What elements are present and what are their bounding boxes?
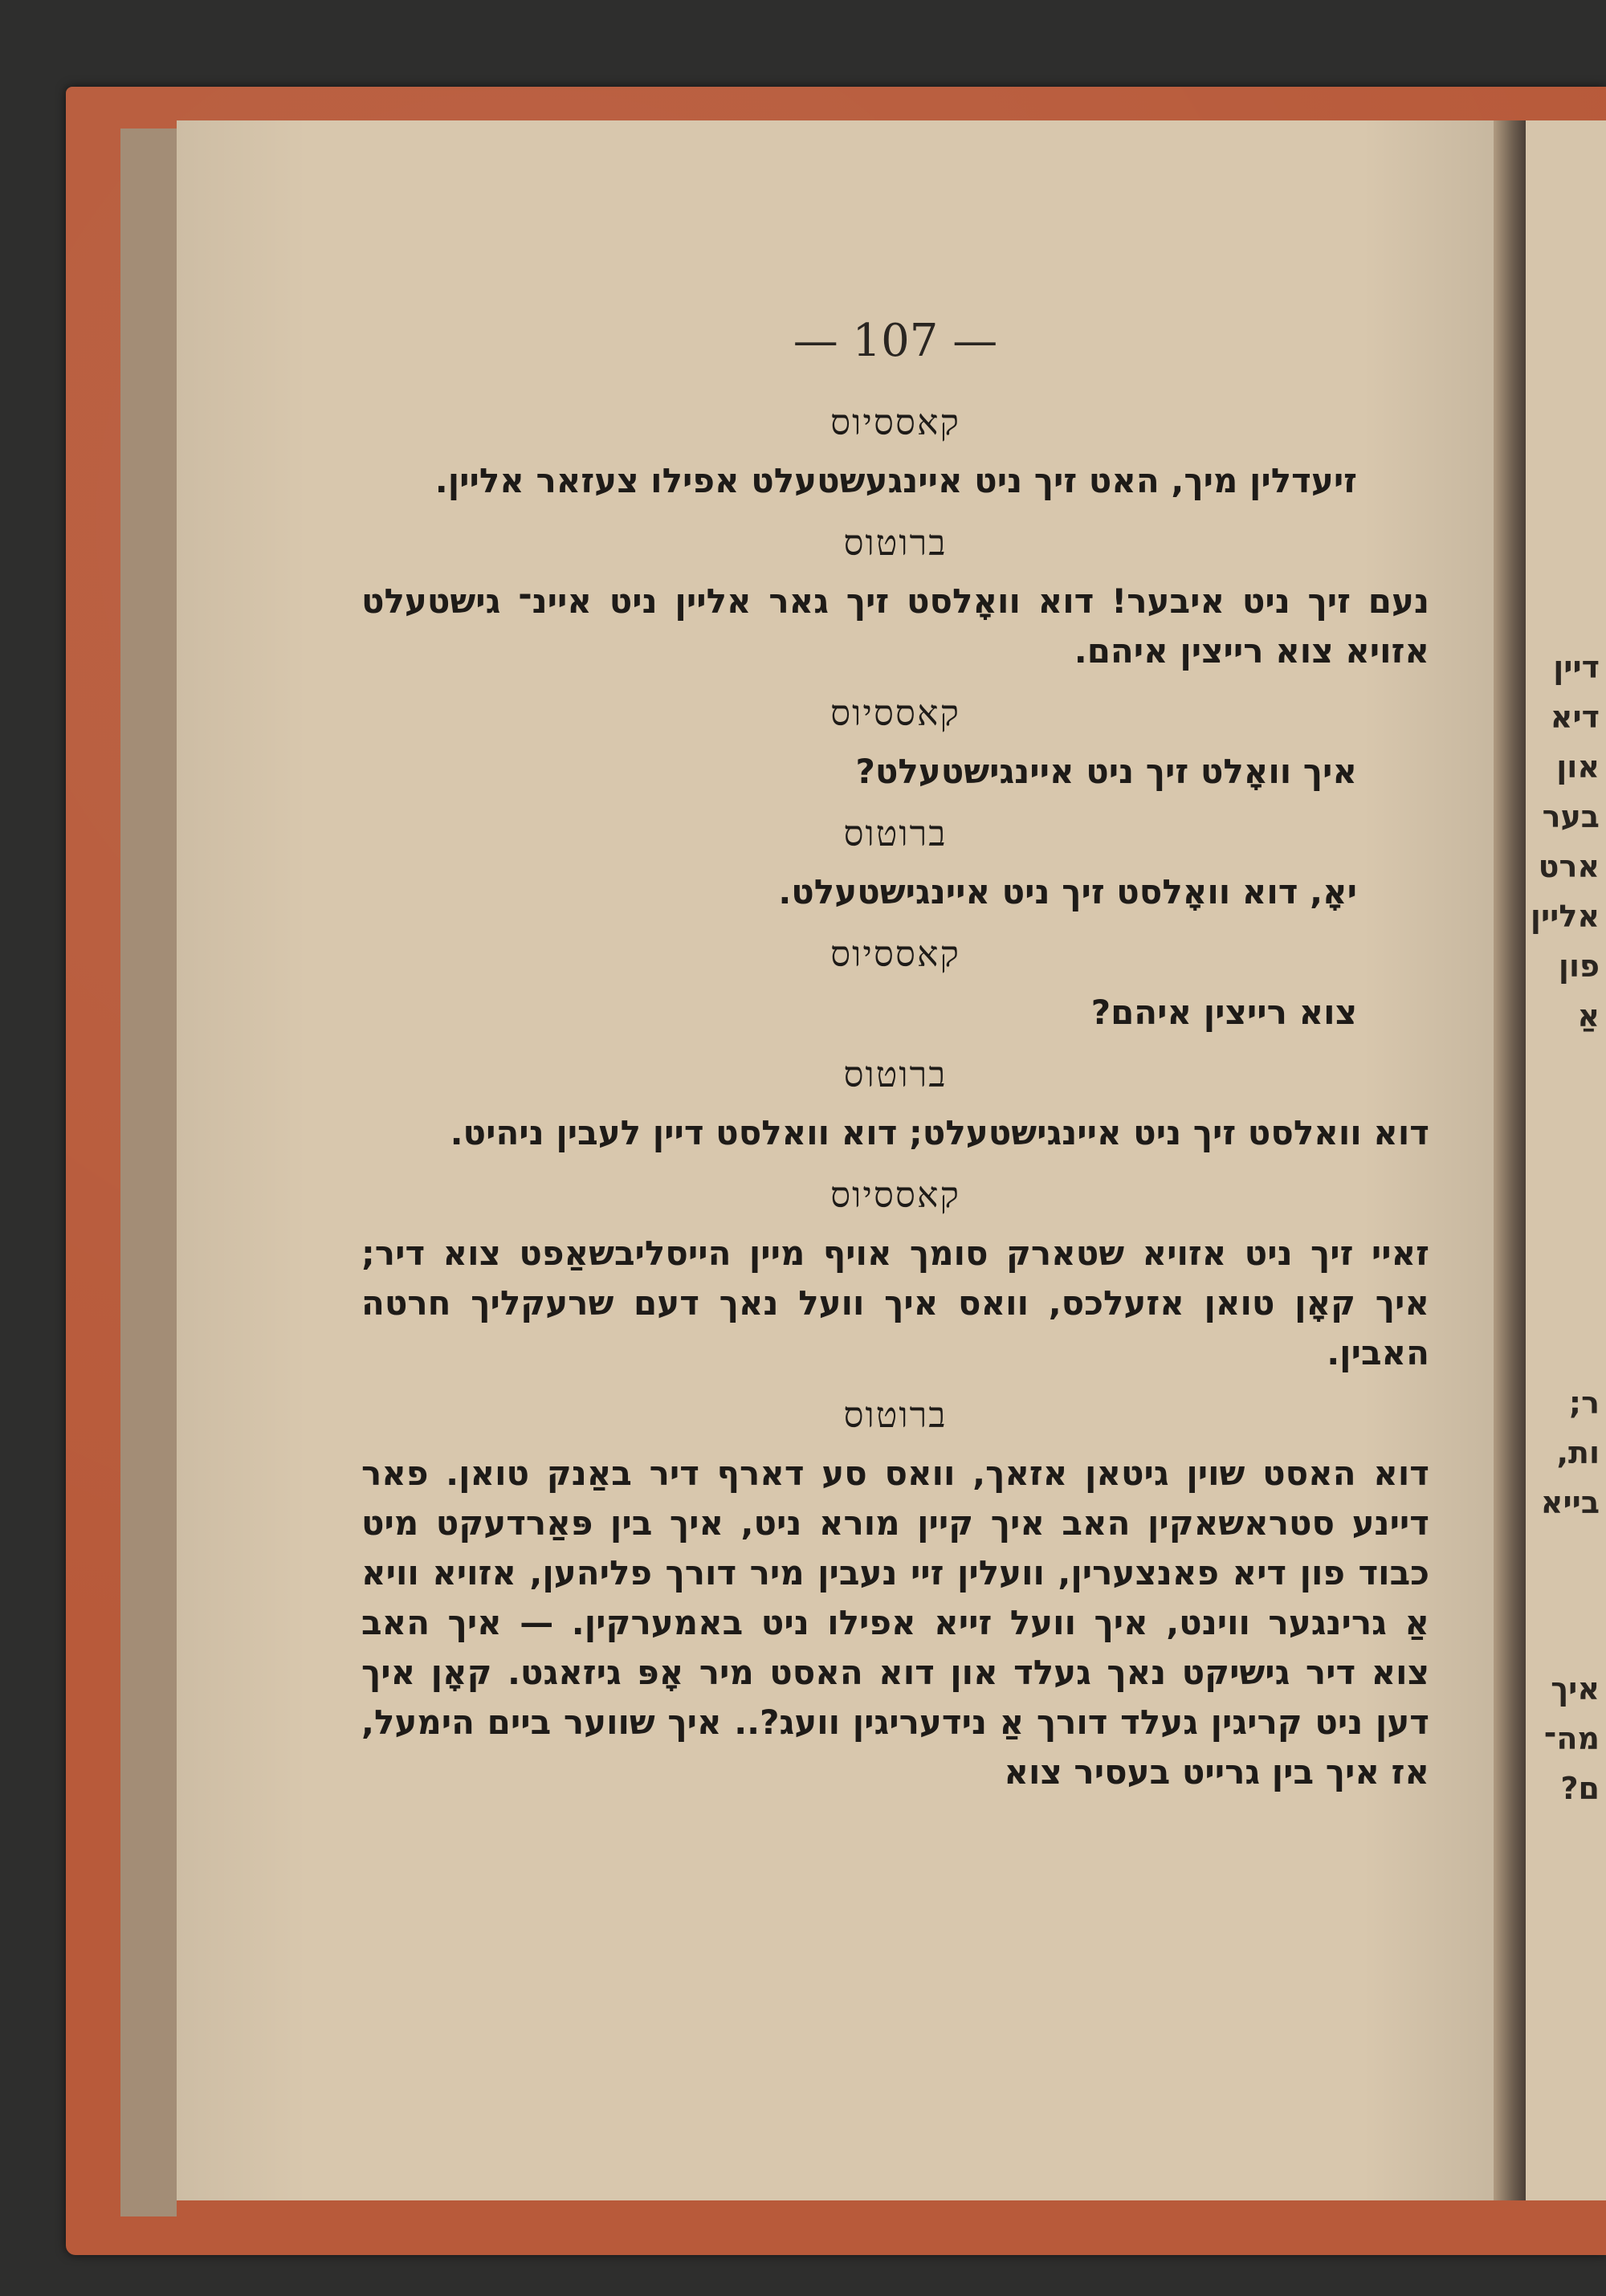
speaker-name: קאססיוס [830,402,960,443]
facing-line: דיא [1550,699,1600,735]
facing-line: ארט [1538,849,1600,884]
facing-line: ות, [1556,1435,1600,1470]
speaker-name: קאססיוס [830,693,960,734]
facing-line: מה־ [1543,1721,1600,1756]
speech-text: דוא וואלסט זיך ניט איינגישטעלט; דוא וואלסט דיין לעבין ניהיט. [450,1113,1429,1152]
facing-line: ר; [1568,1385,1600,1421]
page-text [361,297,1429,1805]
speech-text: יאָ, דוא וואָלסט זיך ניט איינגישטעלט. [778,872,1357,911]
page-number: — 107 — [793,315,998,367]
facing-line: בער [1542,799,1600,834]
facing-line: ם? [1560,1771,1600,1806]
book-gutter [1494,120,1526,2200]
facing-line: בייא [1540,1485,1600,1520]
speech-text: נעם זיך ניט איבער! דוא וואָלסט זיך גאר אליין ניט איינ־ גישטעלט אזויא צוא רייצין איהם. [361,581,1429,671]
speech-text: צוא רייצין איהם? [1090,993,1357,1032]
book-spine-strip [120,128,177,2216]
facing-line: אַ [1577,998,1600,1034]
speech-text: דוא האסט שוין גיטאן אזאך, וואס סע דארף דיר באַנק טואן. פאר דיינע סטראשאקין האב איך קיין מורא ניט, איך בין פּאַרדעקט מיט כבוד פון דיא פאנצערין, וועלין זיי נעבין מיר דורך פליהען, אזויא וויא אַ גרינגער ווינט, איך וועל זייא אפילו ניט באמערקין. — איך האב צוא דיר גישיקט נאך געלד און דוא האסט מיר אָפּ גיזאגט. קאָן איך דען ניט קריגין געלד דורך אַ נידעריגין וועג?.. איך שווער ביים הימעל, אז איך בין גרייט בעסיר צוא [361,1454,1429,1792]
speaker-name: ברוטוס [843,814,948,854]
facing-line: און [1556,749,1600,785]
facing-line: דיין [1553,650,1600,685]
speaker-name: קאססיוס [830,1175,960,1216]
speaker-name: ברוטוס [843,523,948,564]
speaker-name: ברוטוס [843,1054,948,1095]
speaker-name: קאססיוס [830,934,960,975]
facing-page-text [1531,642,1600,1813]
speaker-name: ברוטוס [843,1395,948,1436]
facing-line: פון [1558,948,1600,984]
speech-text: איך וואָלט זיך ניט איינגישטעלט? [855,752,1357,791]
right-page-edge [1526,120,1606,2200]
facing-line: איך [1551,1671,1600,1707]
speech-text: זאיי זיך ניט אזויא שטארק סומך אויף מיין הייסליבשאַפט צוא דיר; איך קאָן טואן אזעלכס, וואס איך וועל נאך דעם שרעקליך חרטה האבין. [361,1234,1429,1372]
facing-line: אליין [1530,899,1600,934]
speech-text: זיעדלין מיך, האט זיך ניט איינגעשטעלט אפילו צעזאר אליין. [434,461,1357,500]
